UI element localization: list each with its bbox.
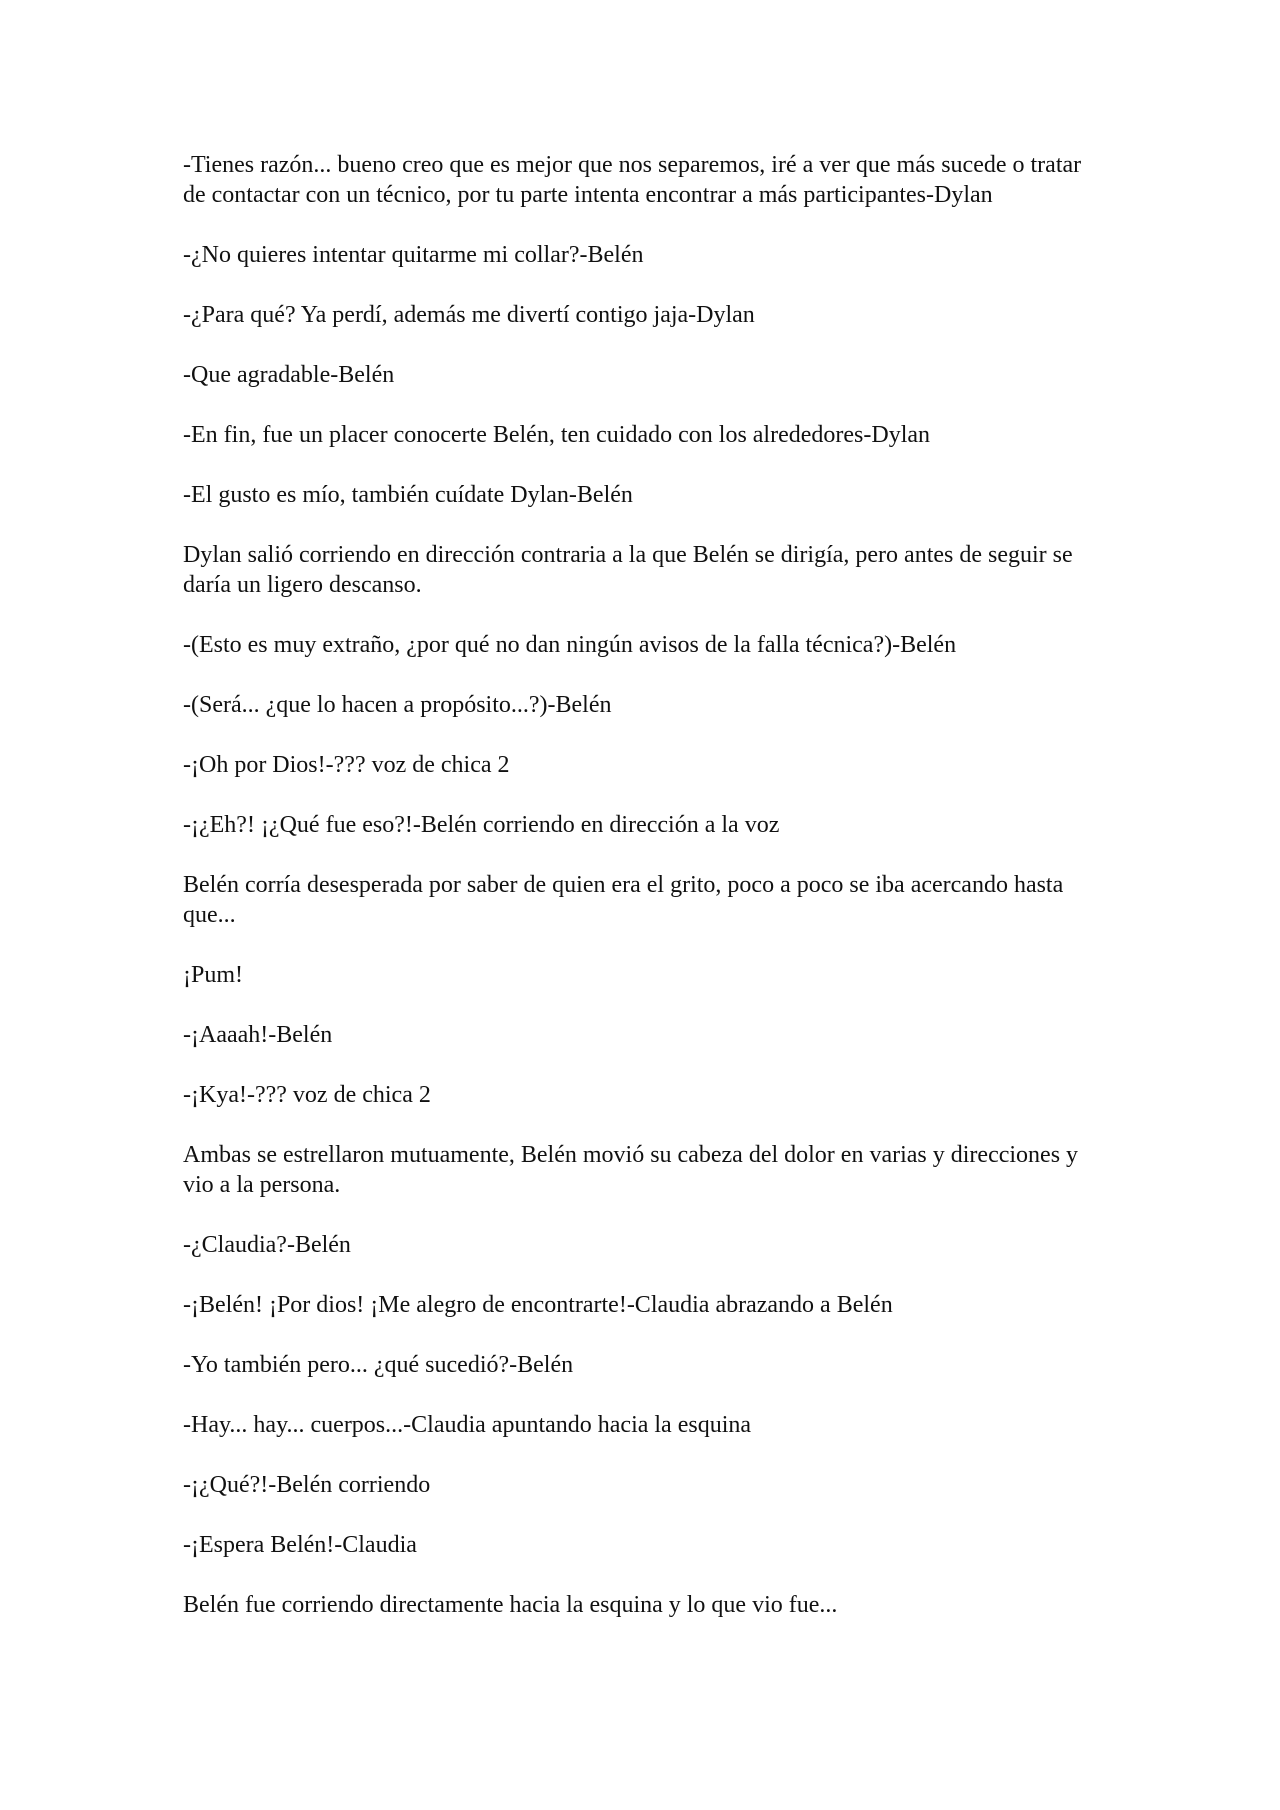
paragraph: ¡Pum! xyxy=(183,962,243,988)
paragraph: -¡Kya!-??? voz de chica 2 xyxy=(183,1082,431,1108)
paragraph: -(Esto es muy extraño, ¿por qué no dan ningún avisos de la falla técnica?)-Belén xyxy=(183,632,957,658)
paragraph: -Yo también pero... ¿qué sucedió?-Belén xyxy=(183,1352,574,1378)
paragraph: -¡¿Eh?! ¡¿Qué fue eso?!-Belén corriendo en dirección a la voz xyxy=(183,812,780,838)
paragraph: -Que agradable-Belén xyxy=(183,362,395,388)
paragraph: -¿Para qué? Ya perdí, además me divertí contigo jaja-Dylan xyxy=(183,302,755,328)
document-body xyxy=(183,150,1103,1650)
paragraph: -(Será... ¿que lo hacen a propósito...?)-Belén xyxy=(183,692,612,718)
paragraph: Belén fue corriendo directamente hacia la esquina y lo que vio fue... xyxy=(183,1592,838,1618)
paragraph: -¡Belén! ¡Por dios! ¡Me alegro de encontrarte!-Claudia abrazando a Belén xyxy=(183,1292,893,1318)
paragraph: -¿Claudia?-Belén xyxy=(183,1232,351,1258)
paragraph: -El gusto es mío, también cuídate Dylan-Belén xyxy=(183,482,633,508)
paragraph: -¡Aaaah!-Belén xyxy=(183,1022,333,1048)
paragraph: -Hay... hay... cuerpos...-Claudia apuntando hacia la esquina xyxy=(183,1412,752,1438)
paragraph: -¡Espera Belén!-Claudia xyxy=(183,1532,417,1558)
paragraph: Belén corría desesperada por saber de quien era el grito, poco a poco se iba acercando hasta que... xyxy=(183,872,1064,928)
paragraph: -En fin, fue un placer conocerte Belén, ten cuidado con los alrededores-Dylan xyxy=(183,422,931,448)
paragraph: -Tienes razón... bueno creo que es mejor que nos separemos, iré a ver que más sucede o tratar de contactar con un técnico, por tu parte intenta encontrar a más participantes-Dylan xyxy=(183,152,1082,208)
paragraph: -¿No quieres intentar quitarme mi collar?-Belén xyxy=(183,242,644,268)
paragraph: -¡Oh por Dios!-??? voz de chica 2 xyxy=(183,752,510,778)
paragraph: Dylan salió corriendo en dirección contraria a la que Belén se dirigía, pero antes de seguir se daría un ligero descanso. xyxy=(183,542,1073,598)
paragraph: Ambas se estrellaron mutuamente, Belén movió su cabeza del dolor en varias y direcciones y vio a la persona. xyxy=(183,1142,1079,1198)
paragraph: -¡¿Qué?!-Belén corriendo xyxy=(183,1472,431,1498)
